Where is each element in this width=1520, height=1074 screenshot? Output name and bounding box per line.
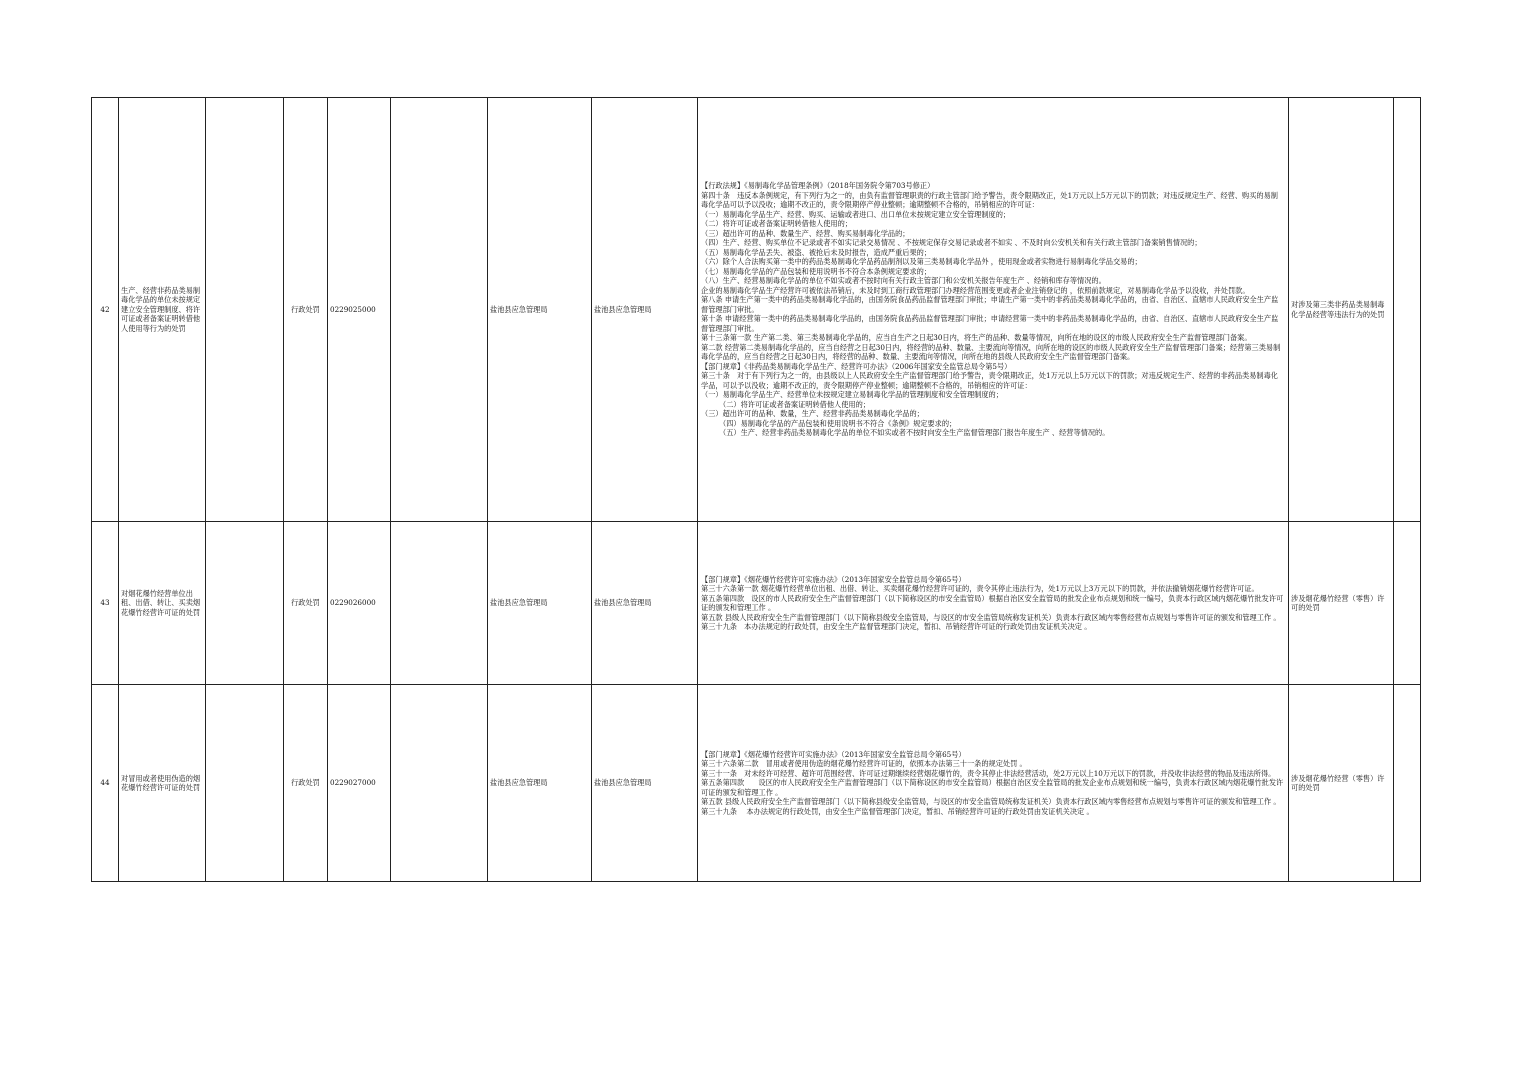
responsible-department: 盐池县应急管理局 — [592, 685, 698, 882]
table-row — [92, 522, 1421, 685]
legal-basis — [698, 522, 1289, 685]
legal-basis-line: 第四十条 违反本条例规定，有下列行为之一的，由负有监督管理职责的行政主管部门给予警告，责令限期改正，处1万元以上5万元以下的罚款；对违反规定生产、经营、购买的易制毒化学品可以予以没收；逾期不改正的，责令限期停产停业整顿；逾期整顿不合格的，吊销相应的许可证： — [701, 190, 1278, 210]
item-category: 行政处罚 — [284, 98, 328, 522]
item-code: 0229025000 — [328, 98, 391, 522]
row-index: 42 — [92, 98, 119, 522]
legal-basis-line: （四）生产、经营、购买单位不记录或者不如实记录交易情况 、不按规定保存交易记录或者不如实 、不及时向公安机关和有关行政主管部门备案销售情况的； — [701, 238, 1202, 248]
implementing-subject: 盐池县应急管理局 — [488, 98, 592, 522]
empty-cell — [206, 522, 284, 685]
implementing-subject: 盐池县应急管理局 — [488, 685, 592, 882]
item-category: 行政处罚 — [284, 685, 328, 882]
legal-basis-line: 第三十九条 本办法规定的行政处罚，由安全生产监督管理部门决定，暂扣、吊销经营许可证的行政处罚由发证机关决定 。 — [701, 622, 1092, 631]
legal-basis-line: （四）易制毒化学品的产品包装和使用说明书不符合《条例》规定要求的； — [719, 418, 957, 428]
legal-basis-line: 第三十六条第二款 冒用或者使用伪造的烟花爆竹经营许可证的，依照本办法第三十一条的规定处罚 。 — [701, 759, 1027, 769]
item-code: 0229027000 — [328, 685, 391, 882]
legal-basis-line: 第十条 申请经营第一类中的药品类易制毒化学品的，由国务院食品药品监督管理部门审批；申请经营第一类中的非药品类易制毒化学品的，由省、自治区、直辖市人民政府安全生产监督管理部门审批。 — [701, 314, 1279, 333]
legal-basis-line: （五）易制毒化学品丢失、被盗、被抢后未及时报告，造成严重后果的； — [701, 247, 932, 257]
remark: 对涉及第三类非药品类易制毒化学品经营等违法行为的处罚 — [1289, 98, 1394, 522]
enforcement-table — [91, 97, 1421, 882]
empty-cell — [206, 98, 284, 522]
legal-basis-line: （三）超出许可的品种、数量，生产、经营非药品类易制毒化学品的； — [701, 409, 924, 419]
legal-basis-line: 第八条 申请生产第一类中的药品类易制毒化学品的，由国务院食品药品监督管理部门审批；申请生产第一类中的非药品类易制毒化学品的，由省、自治区、直辖市人民政府安全生产监督管理部门审批。 — [701, 295, 1279, 314]
empty-cell — [391, 98, 488, 522]
empty-cell — [391, 522, 488, 685]
remark: 涉及烟花爆竹经营（零售）许可的处罚 — [1289, 685, 1394, 882]
legal-basis-line: （二）将许可证或者备案证明转借他人使用的； — [719, 399, 870, 409]
legal-basis-text — [701, 575, 1285, 632]
responsible-department: 盐池县应急管理局 — [592, 522, 698, 685]
empty-cell — [206, 685, 284, 882]
legal-basis-line: 第五条第四款 设区的市人民政府安全生产监督管理部门（以下简称设区的市安全监管局）根据自治区安全监管局的批发企业布点规划和统一编号，负责本行政区域内烟花爆竹批发许可证的颁发和管理工作 。 — [701, 593, 1284, 612]
extra-cell — [1394, 685, 1421, 882]
item-name: 对冒用或者使用伪造的烟花爆竹经营许可证的处罚 — [119, 685, 206, 882]
row-index: 43 — [92, 522, 119, 685]
empty-cell — [391, 685, 488, 882]
extra-cell — [1394, 522, 1421, 685]
responsible-department: 盐池县应急管理局 — [592, 98, 698, 522]
legal-basis-line: 第五款 县级人民政府安全生产监督管理部门（以下简称县级安全监管局，与设区的市安全监管局统称发证机关）负责本行政区域内零售经营布点规划与零售许可证的颁发和管理工作 。 — [701, 797, 1281, 807]
legal-basis-line: 第三十九条 本办法规定的行政处罚，由安全生产监督管理部门决定，暂扣、吊销经营许可证的行政处罚由发证机关决定 。 — [701, 806, 1094, 816]
legal-basis-line: （六）除个人合法购买第一类中的药品类易制毒化学品药品制剂以及第三类易制毒化学品外 ，使用现金或者实物进行易制毒化学品交易的； — [701, 257, 1142, 267]
legal-basis-line: 第三十一条 对未经许可经营、超许可范围经营、许可证过期继续经营烟花爆竹的，责令其停止非法经营活动，处2万元以上10万元以下的罚款，并没收非法经营的物品及违法所得。 — [701, 768, 1276, 778]
row-index: 44 — [92, 685, 119, 882]
legal-basis-text — [701, 750, 1285, 817]
legal-basis-line: （一）易制毒化学品生产、经营、购买、运输或者进口、出口单位未按规定建立安全管理制度的； — [701, 209, 1011, 219]
table-row — [92, 685, 1421, 882]
extra-cell — [1394, 98, 1421, 522]
legal-basis-line: （一）易制毒化学品生产、经营单位未按规定建立易制毒化学品的管理制度和安全管理制度的； — [701, 390, 1003, 400]
legal-basis-line: 企业的易制毒化学品生产经营许可被依法吊销后，未及时到工商行政管理部门办理经营范围变更或者企业注销登记的 ，依照前款规定，对易制毒化学品予以没收，并处罚款。 — [701, 285, 1250, 295]
legal-basis-line: （三）超出许可的品种、数量生产、经营、购买易制毒化学品的； — [701, 228, 910, 238]
legal-basis-line: （七）易制毒化学品的产品包装和使用说明书不符合本条例规定要求的； — [701, 266, 932, 276]
legal-basis-line: 第五款 县级人民政府安全生产监督管理部门（以下简称县级安全监管局，与设区的市安全监管局统称发证机关）负责本行政区域内零售经营布点规划与零售许可证的颁发和管理工作 。 — [701, 612, 1281, 622]
legal-basis — [698, 685, 1289, 882]
implementing-subject: 盐池县应急管理局 — [488, 522, 592, 685]
legal-basis-line: （八）生产、经营易制毒化学品的单位不如实或者不按时向有关行政主管部门和公安机关报告年度生产 、经销和库存等情况的。 — [701, 276, 1106, 286]
legal-basis-line: （五）生产、经营非药品类易制毒化学品的单位不如实或者不按时向安全生产监督管理部门报告年度生产 、经营等情况的。 — [719, 428, 1110, 438]
item-code: 0229026000 — [328, 522, 391, 685]
item-category: 行政处罚 — [284, 522, 328, 685]
legal-basis-line: 【行政法规】《易制毒化学品管理条例》（2018年国务院令第703号修正） — [701, 181, 935, 191]
legal-basis-line: 第五条第四款 设区的市人民政府安全生产监督管理部门（以下简称设区的市安全监管局）根据自治区安全监管局的批发企业布点规划和统一编号，负责本行政区域内烟花爆竹批发许可证的颁发和管理工作 。 — [701, 778, 1284, 797]
item-name: 对烟花爆竹经营单位出租、出借、转让、买卖烟花爆竹经营许可证的处罚 — [119, 522, 206, 685]
legal-basis-line: 第三十条 对于有下列行为之一的，由县级以上人民政府安全生产监督管理部门给予警告，责令限期改正，处1万元以上5万元以下的罚款；对违反规定生产、经营的非药品类易制毒化学品，可以予以没收；逾期不改正的，责令限期停产停业整顿；逾期整顿不合格的，吊销相应的许可证： — [701, 371, 1278, 390]
legal-basis-text — [701, 181, 1285, 438]
legal-basis-line: 【部门规章】《烟花爆竹经营许可实施办法》（2013年国家安全监管总局令第65号） — [701, 574, 966, 584]
item-name: 生产、经营非药品类易制毒化学品的单位未按规定建立安全管理制度、将许可证或者备案证明转借他人使用等行为的处罚 — [119, 98, 206, 522]
table-row — [92, 98, 1421, 522]
legal-basis-line: 第十三条第一款 生产第二类、第三类易制毒化学品的，应当自生产之日起30日内，将生产的品种、数量等情况，向所在地的设区的市级人民政府安全生产监督管理部门备案。 — [701, 333, 1252, 343]
legal-basis-line: （二）将许可证或者备案证明转借他人使用的； — [701, 219, 852, 229]
legal-basis-line: 第二款 经营第二类易制毒化学品的，应当自经营之日起30日内，将经营的品种、数量、主要流向等情况，向所在地的设区的市级人民政府安全生产监督管理部门备案；经营第三类易制毒化学品的，应当自经营之日起30日内，将经营的品种、数量、主要流向等情况，向所在地的县级人民政府安全生产监督管理部门备案。 — [701, 342, 1281, 362]
remark: 涉及烟花爆竹经营（零售）许可的处罚 — [1289, 522, 1394, 685]
legal-basis — [698, 98, 1289, 522]
legal-basis-line: 【部门规章】《非药品类易制毒化学品生产、经营许可办法》（2006年国家安全监管总局令第5号） — [701, 361, 1012, 371]
legal-basis-line: 【部门规章】《烟花爆竹经营许可实施办法》（2013年国家安全监管总局令第65号） — [701, 749, 966, 759]
legal-basis-line: 第三十六条第一款 烟花爆竹经营单位出租、出借、转让、买卖烟花爆竹经营许可证的，责令其停止违法行为，处1万元以上3万元以下的罚款，并依法撤销烟花爆竹经营许可证。 — [701, 584, 1259, 593]
